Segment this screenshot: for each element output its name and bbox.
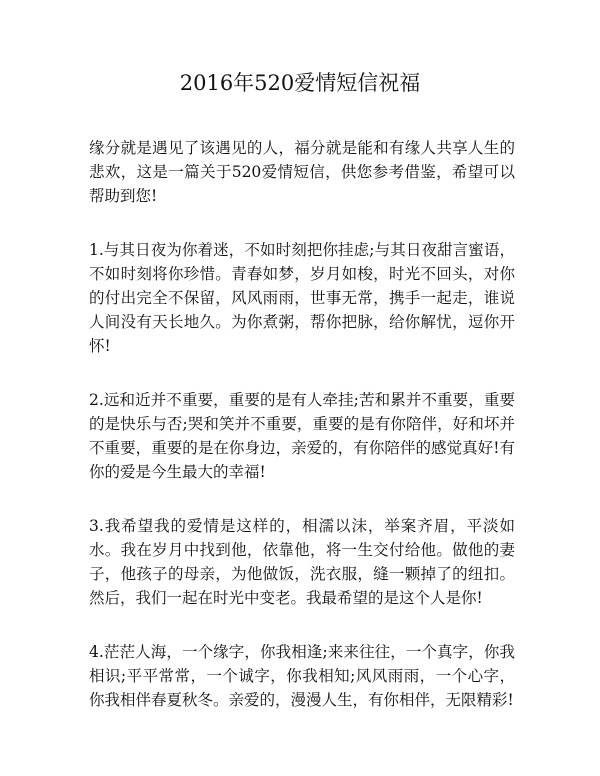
document-body	[89, 136, 515, 742]
intro-paragraph: 缘分就是遇见了该遇见的人，福分就是能和有缘人共享人生的悲欢，这是一篇关于520爱情短信，供您参考借鉴，希望可以帮助到您!	[89, 139, 515, 205]
paragraph-4: 4.茫茫人海，一个缘字，你我相逢;来来往往，一个真字，你我相识;平平常常，一个诚字，你我相知;风风雨雨，一个心字，你我相伴春夏秋冬。亲爱的，漫漫人生，有你相伴，无限精彩!	[89, 643, 515, 709]
paragraph-3: 3.我希望我的爱情是这样的，相濡以沫，举案齐眉，平淡如水。我在岁月中找到他，依靠他，将一生交付给他。做他的妻子，他孩子的母亲，为他做饭，洗衣服，缝一颗掉了的纽扣。然后，我们一起在时光中变老。我最希望的是这个人是你!	[89, 517, 515, 607]
paragraph-1: 1.与其日夜为你着迷，不如时刻把你挂虑;与其日夜甜言蜜语，不如时刻将你珍惜。青春如梦，岁月如梭，时光不回头，对你的付出完全不保留，风风雨雨，世事无常，携手一起走，谁说人间没有天长地久。为你煮粥，帮你把脉，给你解忧，逗你开怀!	[89, 241, 515, 355]
paragraph-2: 2.远和近并不重要，重要的是有人牵挂;苦和累并不重要，重要的是快乐与否;哭和笑并不重要，重要的是有你陪伴，好和坏并不重要，重要的是在你身边，亲爱的，有你陪伴的感觉真好!有你的爱是今生最大的幸福!	[89, 391, 515, 481]
page-title: 2016年520爱情短信祝福	[179, 71, 421, 95]
